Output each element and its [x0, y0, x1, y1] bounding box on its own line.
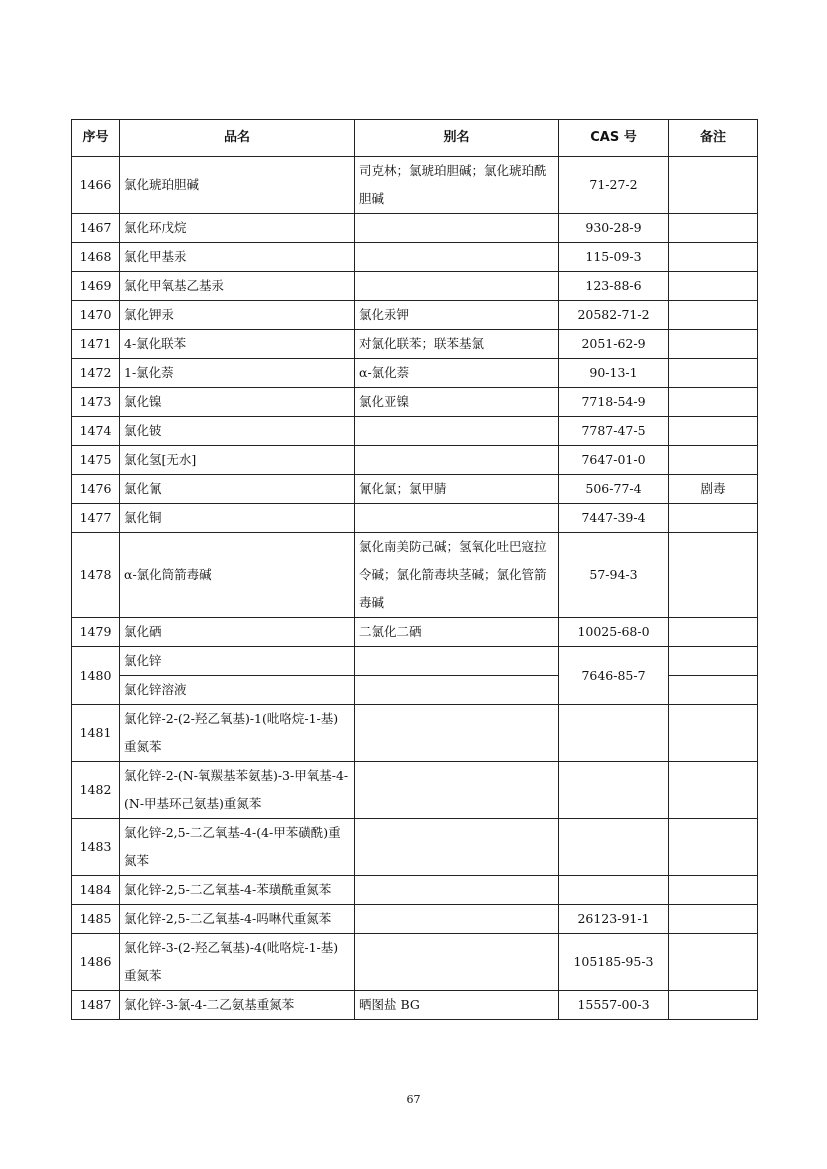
cell-name: 氯化锌-2-(2-羟乙氧基)-1(吡咯烷-1-基)重氮苯 [120, 705, 355, 762]
cell-name: 氯化甲氧基乙基汞 [120, 272, 355, 301]
cell-name: 氯化锌 [120, 647, 355, 676]
cell-cas: 115-09-3 [559, 243, 669, 272]
cell-cas: 15557-00-3 [559, 991, 669, 1020]
cell-no: 1479 [72, 618, 120, 647]
cell-cas [559, 876, 669, 905]
cell-alias: 晒图盐 BG [355, 991, 559, 1020]
cell-cas: 26123-91-1 [559, 905, 669, 934]
cell-note [669, 214, 758, 243]
cell-alias: 二氯化二硒 [355, 618, 559, 647]
cell-name: 氯化铍 [120, 417, 355, 446]
table-row [72, 243, 758, 272]
cell-no: 1481 [72, 705, 120, 762]
cell-note [669, 819, 758, 876]
cell-no: 1478 [72, 533, 120, 618]
cell-name: 氯化甲基汞 [120, 243, 355, 272]
cell-note: 剧毒 [669, 475, 758, 504]
cell-alias [355, 446, 559, 475]
table-row [72, 504, 758, 533]
cell-name: 氯化铜 [120, 504, 355, 533]
cell-cas [559, 819, 669, 876]
cell-alias [355, 647, 559, 676]
cell-note [669, 934, 758, 991]
table-row [72, 647, 758, 676]
cell-name: 氯化硒 [120, 618, 355, 647]
cell-no: 1484 [72, 876, 120, 905]
table-row [72, 417, 758, 446]
cell-cas: 57-94-3 [559, 533, 669, 618]
cell-name: 氯化锌-2,5-二乙氧基-4-(4-甲苯磺酰)重氮苯 [120, 819, 355, 876]
cell-cas: 20582-71-2 [559, 301, 669, 330]
cell-cas: 7447-39-4 [559, 504, 669, 533]
cell-no: 1468 [72, 243, 120, 272]
cell-cas: 7718-54-9 [559, 388, 669, 417]
cell-alias: 氯化南美防己碱；氢氧化吐巴寇拉令碱；氯化箭毒块茎碱；氯化管箭毒碱 [355, 533, 559, 618]
cell-cas: 7647-01-0 [559, 446, 669, 475]
cell-note [669, 618, 758, 647]
cell-no: 1480 [72, 647, 120, 705]
cell-note [669, 417, 758, 446]
table-row [72, 272, 758, 301]
cell-no: 1482 [72, 762, 120, 819]
cell-note [669, 533, 758, 618]
chemical-table [71, 119, 758, 1020]
cell-alias [355, 272, 559, 301]
cell-note [669, 446, 758, 475]
cell-alias: 氯化亚镍 [355, 388, 559, 417]
header-no: 序号 [72, 120, 120, 157]
cell-note [669, 359, 758, 388]
cell-name: 4-氯化联苯 [120, 330, 355, 359]
cell-alias [355, 705, 559, 762]
cell-name: 氯化氰 [120, 475, 355, 504]
cell-name: 氯化锌-2,5-二乙氧基-4-吗啉代重氮苯 [120, 905, 355, 934]
cell-alias: 对氯化联苯；联苯基氯 [355, 330, 559, 359]
cell-note [669, 243, 758, 272]
cell-note [669, 504, 758, 533]
table-row [72, 762, 758, 819]
cell-alias [355, 876, 559, 905]
cell-alias [355, 819, 559, 876]
cell-name: α-氯化筒箭毒碱 [120, 533, 355, 618]
cell-alias [355, 417, 559, 446]
cell-note [669, 647, 758, 676]
header-name: 品名 [120, 120, 355, 157]
cell-note [669, 676, 758, 705]
cell-name: 氯化钾汞 [120, 301, 355, 330]
cell-note [669, 330, 758, 359]
cell-name: 氯化锌-3-氯-4-二乙氨基重氮苯 [120, 991, 355, 1020]
cell-cas: 2051-62-9 [559, 330, 669, 359]
cell-no: 1472 [72, 359, 120, 388]
cell-no: 1485 [72, 905, 120, 934]
cell-name: 氯化锌-3-(2-羟乙氧基)-4(吡咯烷-1-基)重氮苯 [120, 934, 355, 991]
cell-no: 1476 [72, 475, 120, 504]
table-row [72, 301, 758, 330]
cell-note [669, 301, 758, 330]
cell-alias [355, 762, 559, 819]
cell-alias: 司克林；氯琥珀胆碱；氯化琥珀酰胆碱 [355, 157, 559, 214]
cell-alias [355, 934, 559, 991]
cell-note [669, 157, 758, 214]
cell-cas: 10025-68-0 [559, 618, 669, 647]
cell-note [669, 876, 758, 905]
table-row [72, 705, 758, 762]
cell-note [669, 905, 758, 934]
cell-name: 1-氯化萘 [120, 359, 355, 388]
header-note: 备注 [669, 120, 758, 157]
cell-cas: 7646-85-7 [559, 647, 669, 705]
table-row [72, 819, 758, 876]
cell-alias [355, 676, 559, 705]
cell-no: 1487 [72, 991, 120, 1020]
cell-cas: 930-28-9 [559, 214, 669, 243]
table-row [72, 359, 758, 388]
cell-note [669, 272, 758, 301]
cell-note [669, 705, 758, 762]
table-row [72, 157, 758, 214]
cell-no: 1467 [72, 214, 120, 243]
header-cas: CAS 号 [559, 120, 669, 157]
cell-cas: 7787-47-5 [559, 417, 669, 446]
cell-no: 1475 [72, 446, 120, 475]
cell-alias [355, 504, 559, 533]
table-header-row [72, 120, 758, 157]
table-row [72, 905, 758, 934]
cell-note [669, 991, 758, 1020]
cell-cas: 506-77-4 [559, 475, 669, 504]
table-row [72, 934, 758, 991]
table-row [72, 446, 758, 475]
table-row [72, 618, 758, 647]
table-row [72, 475, 758, 504]
cell-note [669, 388, 758, 417]
cell-no: 1483 [72, 819, 120, 876]
cell-no: 1470 [72, 301, 120, 330]
cell-name: 氯化锌溶液 [120, 676, 355, 705]
table-row [72, 388, 758, 417]
cell-no: 1471 [72, 330, 120, 359]
cell-no: 1477 [72, 504, 120, 533]
cell-cas: 105185-95-3 [559, 934, 669, 991]
page-number: 67 [406, 1093, 421, 1106]
cell-no: 1469 [72, 272, 120, 301]
cell-alias [355, 243, 559, 272]
cell-alias: α-氯化萘 [355, 359, 559, 388]
table-row [72, 991, 758, 1020]
cell-cas: 123-88-6 [559, 272, 669, 301]
cell-cas: 71-27-2 [559, 157, 669, 214]
cell-name: 氯化氢[无水] [120, 446, 355, 475]
cell-note [669, 762, 758, 819]
cell-cas [559, 705, 669, 762]
header-alias: 别名 [355, 120, 559, 157]
cell-cas [559, 762, 669, 819]
cell-name: 氯化锌-2-(N-氧羰基苯氨基)-3-甲氧基-4-(N-甲基环己氨基)重氮苯 [120, 762, 355, 819]
cell-alias: 氯化汞钾 [355, 301, 559, 330]
cell-name: 氯化琥珀胆碱 [120, 157, 355, 214]
table-row [72, 533, 758, 618]
cell-alias: 氰化氯；氯甲腈 [355, 475, 559, 504]
cell-cas: 90-13-1 [559, 359, 669, 388]
table-row [72, 330, 758, 359]
cell-no: 1466 [72, 157, 120, 214]
cell-alias [355, 905, 559, 934]
cell-name: 氯化环戊烷 [120, 214, 355, 243]
cell-no: 1473 [72, 388, 120, 417]
cell-name: 氯化镍 [120, 388, 355, 417]
cell-no: 1474 [72, 417, 120, 446]
cell-name: 氯化锌-2,5-二乙氧基-4-苯璜酰重氮苯 [120, 876, 355, 905]
cell-alias [355, 214, 559, 243]
cell-no: 1486 [72, 934, 120, 991]
table-row [72, 876, 758, 905]
table-row [72, 214, 758, 243]
